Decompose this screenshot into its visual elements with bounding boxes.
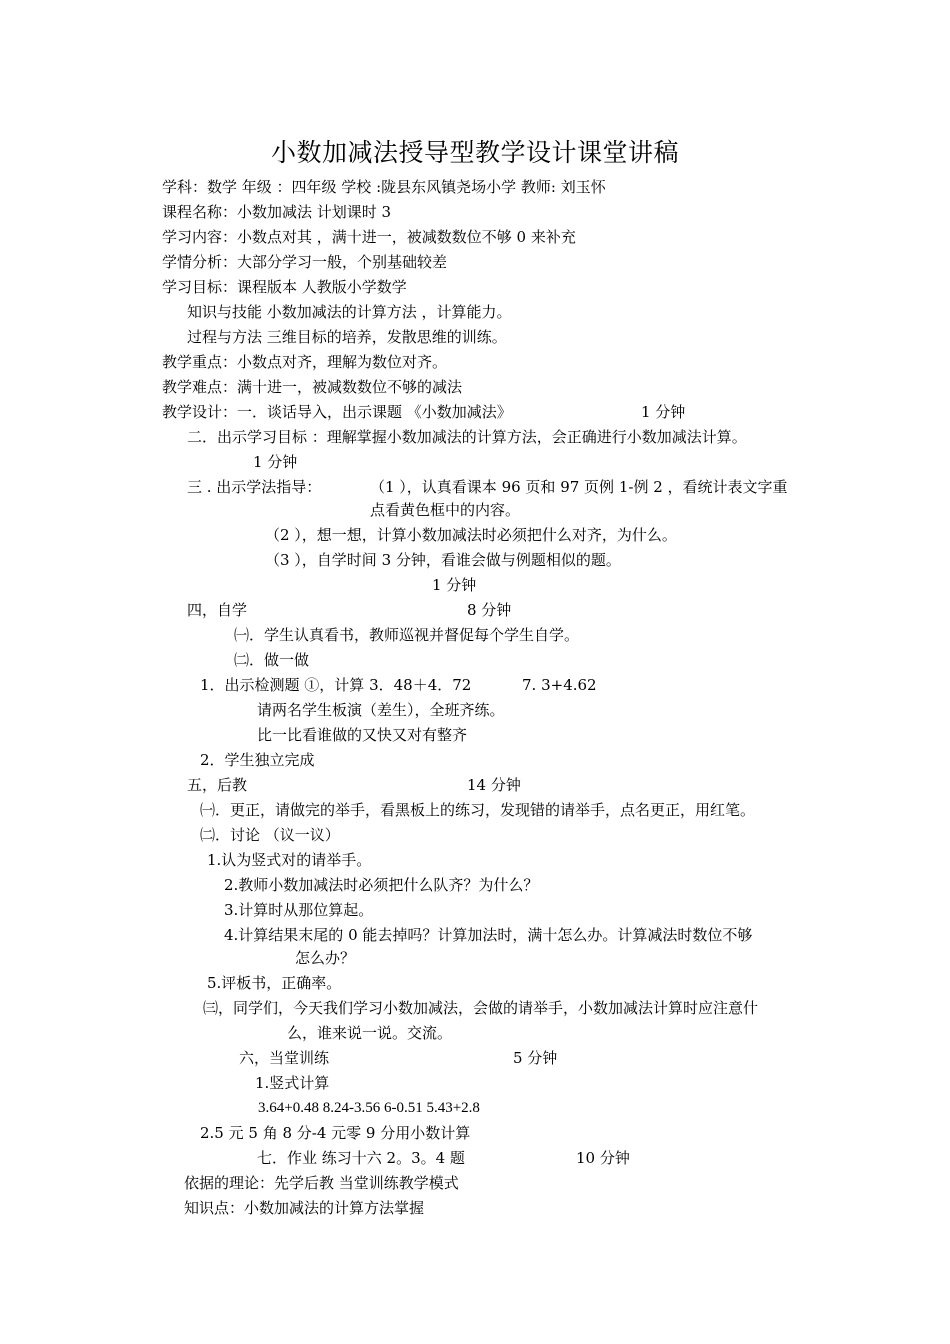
teaching-difficulty-line: 教学难点：满十进一，被减数数位不够的减法 [162,378,463,396]
summary-line: ㈢，同学们，今天我们学习小数加减法，会做的请举手，小数加减法计算时应注意什 [203,999,759,1017]
guide-item-one: （1 ），认真看课本 96 页和 97 页例 1-例 2 ，看统计表文字重 [370,478,788,496]
discussion-item-four-cont: 怎么办？ [295,949,356,967]
time-label: 1 分钟 [641,403,686,421]
discussion-line: ㈡．讨论 （议一议） [200,826,340,844]
header-info-line: 学科：数学 年级 ：四年级 学校 :陇县东风镇尧场小学 教师: 刘玉怀 [162,178,606,196]
learner-analysis-line: 学情分析：大部分学习一般，个别基础较差 [162,253,448,271]
money-exercise-line: 2.5 元 5 角 8 分-4 元零 9 分用小数计算 [200,1124,471,1142]
discussion-item-five: 5.评板书，正确率。 [207,974,342,992]
page-title: 小数加减法授导型教学设计课堂讲稿 [270,138,679,167]
section-five-line: 五，后教 [187,776,248,794]
compare-line: 比一比看谁做的又快又对有整齐 [257,726,468,744]
time-label: 10 分钟 [576,1149,630,1167]
guide-item-one-cont: 点看黄色框中的内容。 [370,501,521,519]
self-study-item-one: ㈠．学生认真看书，教师巡视并督促每个学生自学。 [234,626,580,644]
test-item-expression: 7. 3+4.62 [522,676,597,694]
teaching-focus-line: 教学重点：小数点对齐，理解为数位对齐。 [162,353,448,371]
knowledge-skills-line: 知识与技能 小数加减法的计算方法 ，计算能力。 [187,303,512,321]
time-label: 1 分钟 [432,576,477,594]
process-method-line: 过程与方法 三维目标的培养，发散思维的训练。 [187,328,507,346]
learning-content-line: 学习内容：小数点对其 ，满十进一，被减数数位不够 0 来补充 [162,228,576,246]
section-three-line: 三 . 出示学法指导： [187,478,322,496]
guide-item-three: （3 ），自学时间 3 分钟，看谁会做与例题相似的题。 [265,551,621,569]
exercise-expressions-line: 3.64+0.48 8.24-3.56 6-0.51 5.43+2.8 [258,1100,480,1116]
time-label: 5 分钟 [513,1049,558,1067]
time-label: 1 分钟 [253,453,298,471]
board-practice-line: 请两名学生板演（差生），全班齐练。 [257,701,505,719]
self-study-item-two: ㈡．做一做 [234,651,310,669]
section-six-line: 六，当堂训练 [239,1049,330,1067]
knowledge-point-line: 知识点：小数加减法的计算方法掌握 [184,1199,425,1217]
test-item-line: 1．出示检测题 ①，计算 3．48＋4．72 [200,676,472,694]
theory-basis-line: 依据的理论：先学后教 当堂训练教学模式 [184,1174,459,1192]
teaching-design-line: 教学设计：一．谈话导入，出示课题 《小数加减法》 [162,403,512,421]
summary-line-cont: 么，谁来说一说。交流。 [287,1024,453,1042]
discussion-item-three: 3.计算时从那位算起。 [224,901,374,919]
section-four-line: 四，自学 [187,601,248,619]
section-two-line: 二．出示学习目标 ：理解掌握小数加减法的计算方法，会正确进行小数加减法计算。 [187,428,747,446]
correction-line: ㈠．更正，请做完的举手，看黑板上的练习，发现错的请举手，点名更正，用红笔。 [200,801,756,819]
time-label: 14 分钟 [467,776,521,794]
discussion-item-one: 1.认为竖式对的请举手。 [207,851,372,869]
vertical-calc-line: 1.竖式计算 [255,1074,330,1092]
independent-line: 2．学生独立完成 [200,751,315,769]
course-name-line: 课程名称：小数加减法 计划课时 3 [162,203,392,221]
discussion-item-two: 2.教师小数加减法时必须把什么队齐？为什么？ [224,876,539,894]
learning-goals-line: 学习目标：课程版本 人教版小学数学 [162,278,407,296]
guide-item-two: （2 ），想一想，计算小数加减法时必须把什么对齐，为什么。 [265,526,677,544]
time-label: 8 分钟 [467,601,512,619]
discussion-item-four: 4.计算结果末尾的 0 能去掉吗？计算加法时，满十怎么办。计算减法时数位不够 [224,926,753,944]
section-seven-line: 七．作业 练习十六 2。3。4 题 [257,1149,465,1167]
